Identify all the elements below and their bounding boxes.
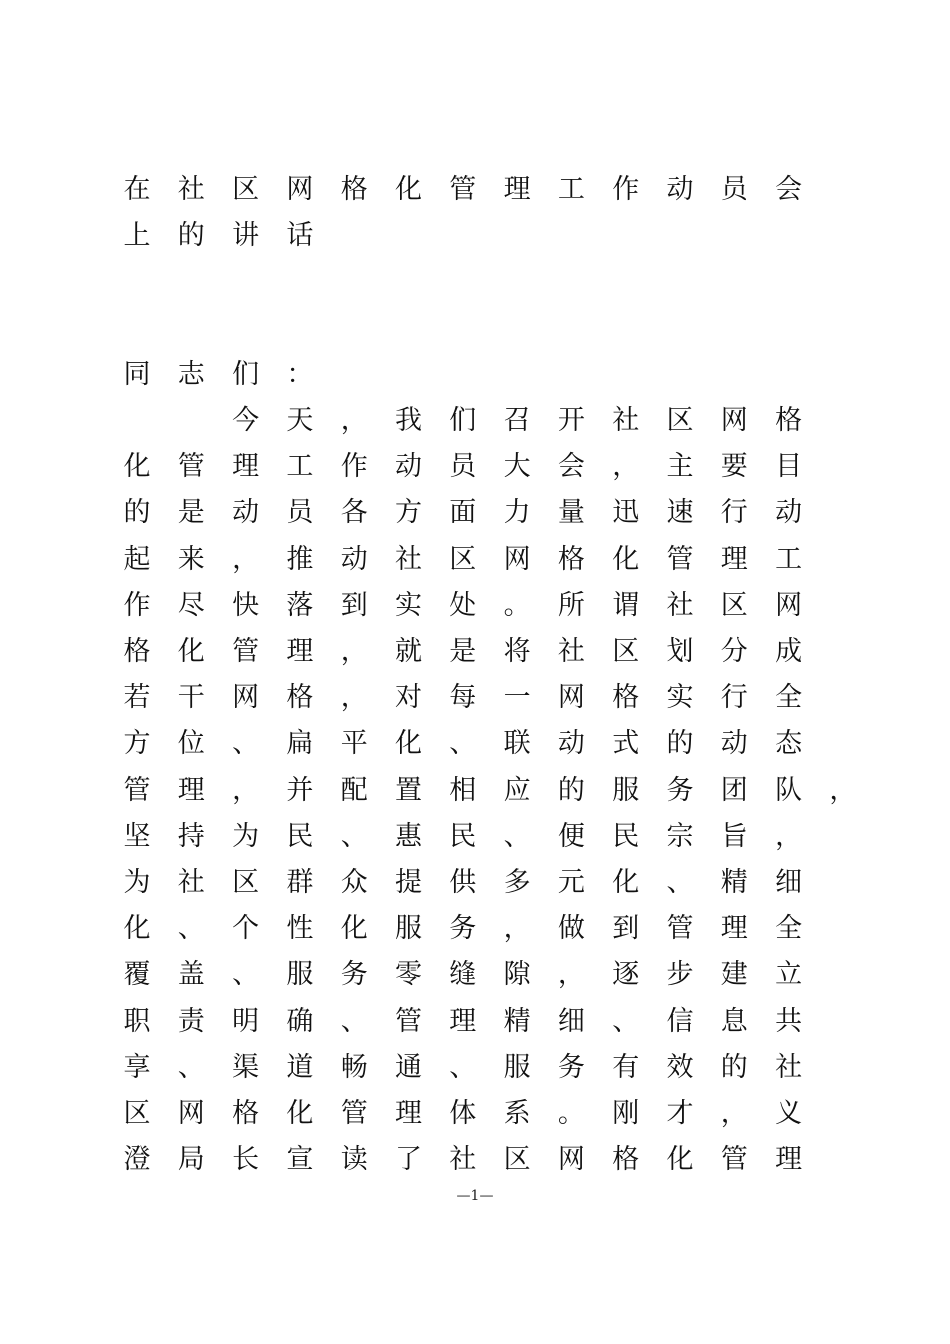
text-char: 管 bbox=[666, 913, 694, 945]
text-char: 服 bbox=[395, 913, 422, 945]
text-char: ， bbox=[503, 913, 531, 945]
text-char: ， bbox=[775, 820, 803, 852]
text-char: 惠 bbox=[395, 820, 422, 852]
text-char: 义 bbox=[775, 1098, 803, 1129]
text-char: 网 bbox=[557, 1144, 585, 1176]
body-line bbox=[0, 909, 950, 949]
text-char: 并 bbox=[286, 774, 314, 806]
text-char: 管 bbox=[177, 451, 205, 483]
text-char: 置 bbox=[395, 774, 422, 806]
text-char: 化 bbox=[286, 1098, 314, 1129]
text-char: 区 bbox=[503, 1144, 531, 1176]
text-char: ， bbox=[340, 682, 368, 714]
text-char: 的 bbox=[666, 728, 694, 760]
text-char: 格 bbox=[775, 405, 803, 436]
text-char: 体 bbox=[449, 1098, 477, 1129]
text-char: 了 bbox=[395, 1144, 422, 1176]
text-char: 格 bbox=[123, 636, 151, 667]
body-line bbox=[0, 1094, 950, 1134]
page-number: —1— bbox=[456, 1188, 494, 1204]
body-line bbox=[0, 863, 950, 903]
text-char: 群 bbox=[286, 867, 314, 898]
text-char: 逐 bbox=[612, 959, 640, 991]
text-char: 面 bbox=[449, 497, 477, 529]
text-char: 动 bbox=[557, 728, 585, 760]
text-char: 元 bbox=[557, 867, 585, 898]
text-char: 起 bbox=[123, 543, 151, 575]
body-line bbox=[0, 724, 950, 764]
text-char: 天 bbox=[286, 405, 314, 436]
text-char: 建 bbox=[720, 959, 748, 991]
body-line bbox=[0, 1140, 950, 1180]
text-char: 效 bbox=[666, 1051, 694, 1083]
text-char: 全 bbox=[775, 682, 803, 714]
text-char: 动 bbox=[395, 451, 422, 483]
text-char: 理 bbox=[177, 774, 205, 806]
text-char: 细 bbox=[557, 1005, 585, 1037]
text-char: ， bbox=[829, 774, 857, 806]
text-char: 的 bbox=[557, 774, 585, 806]
text-char: 网 bbox=[177, 1098, 205, 1129]
text-char: 作 bbox=[123, 589, 151, 621]
text-char: 多 bbox=[503, 867, 531, 898]
text-char: 社 bbox=[666, 589, 694, 621]
text-char: 力 bbox=[503, 497, 531, 529]
text-char: 实 bbox=[395, 589, 422, 621]
body-line bbox=[0, 955, 950, 995]
text-char: 刚 bbox=[612, 1098, 640, 1129]
text-char: 作 bbox=[612, 174, 640, 205]
text-char: 尽 bbox=[177, 589, 205, 621]
text-char: 通 bbox=[395, 1051, 422, 1083]
text-char: 长 bbox=[232, 1144, 260, 1176]
text-char: 落 bbox=[286, 589, 314, 621]
text-char: 队 bbox=[775, 774, 803, 806]
text-char: 责 bbox=[177, 1005, 205, 1037]
text-char: 理 bbox=[775, 1144, 803, 1176]
text-char: ： bbox=[286, 359, 314, 390]
text-char: 召 bbox=[503, 405, 531, 436]
text-char: 管 bbox=[123, 774, 151, 806]
text-char: 所 bbox=[557, 589, 585, 621]
text-char: 要 bbox=[720, 451, 748, 483]
text-char: 行 bbox=[720, 497, 748, 529]
body-line bbox=[0, 447, 950, 487]
text-char: 渠 bbox=[232, 1051, 260, 1083]
text-char: 理 bbox=[449, 1005, 477, 1037]
text-char: 社 bbox=[557, 636, 585, 667]
text-char: 员 bbox=[286, 497, 314, 529]
text-char: 来 bbox=[177, 543, 205, 575]
text-char: 态 bbox=[775, 728, 803, 760]
text-char: 管 bbox=[232, 636, 260, 667]
text-char: 服 bbox=[612, 774, 640, 806]
text-char: 为 bbox=[123, 867, 151, 898]
body-line bbox=[0, 817, 950, 857]
text-char: 谓 bbox=[612, 589, 640, 621]
text-char: 扁 bbox=[286, 728, 314, 760]
text-char: 、 bbox=[340, 1005, 368, 1037]
text-char: 民 bbox=[612, 820, 640, 852]
text-char: 处 bbox=[449, 589, 477, 621]
text-char: 量 bbox=[557, 497, 585, 529]
text-char: 民 bbox=[449, 820, 477, 852]
body-line bbox=[0, 1002, 950, 1042]
text-char: 动 bbox=[666, 174, 694, 205]
text-char: 主 bbox=[666, 451, 694, 483]
text-char: 管 bbox=[449, 174, 477, 205]
text-char: 、 bbox=[612, 1005, 640, 1037]
text-char: 化 bbox=[177, 636, 205, 667]
text-char: 服 bbox=[286, 959, 314, 991]
text-char: 的 bbox=[123, 497, 151, 529]
text-char: 在 bbox=[123, 174, 151, 205]
text-char: 化 bbox=[612, 543, 640, 575]
text-char: 、 bbox=[449, 728, 477, 760]
text-char: 全 bbox=[775, 913, 803, 945]
text-char: 立 bbox=[775, 959, 803, 991]
text-char: 、 bbox=[177, 913, 205, 945]
text-char: ， bbox=[340, 405, 368, 436]
text-char: 作 bbox=[340, 451, 368, 483]
text-char: 今 bbox=[232, 405, 260, 436]
text-char: 宣 bbox=[286, 1144, 314, 1176]
text-char: 细 bbox=[775, 867, 803, 898]
text-char: 动 bbox=[340, 543, 368, 575]
text-char: 同 bbox=[123, 359, 151, 390]
text-char: 的 bbox=[720, 1051, 748, 1083]
text-char: 道 bbox=[286, 1051, 314, 1083]
text-char: 会 bbox=[775, 174, 803, 205]
text-char: 格 bbox=[286, 682, 314, 714]
text-char: 联 bbox=[503, 728, 531, 760]
text-char: 坚 bbox=[123, 820, 151, 852]
text-char: 区 bbox=[123, 1098, 151, 1129]
text-char: 息 bbox=[720, 1005, 748, 1037]
body-line bbox=[0, 632, 950, 672]
text-char: 上 bbox=[123, 220, 151, 251]
text-char: 管 bbox=[720, 1144, 748, 1176]
text-char: 将 bbox=[503, 636, 531, 667]
text-char: 是 bbox=[177, 497, 205, 529]
text-char: 才 bbox=[666, 1098, 694, 1129]
text-char: 缝 bbox=[449, 959, 477, 991]
text-char: 会 bbox=[557, 451, 585, 483]
text-char: 盖 bbox=[177, 959, 205, 991]
text-char: 行 bbox=[720, 682, 748, 714]
text-char: 区 bbox=[612, 636, 640, 667]
text-char: 实 bbox=[666, 682, 694, 714]
text-char: 们 bbox=[449, 405, 477, 436]
text-char: 到 bbox=[612, 913, 640, 945]
text-char: 配 bbox=[340, 774, 368, 806]
text-char: 性 bbox=[286, 913, 314, 945]
text-char: 理 bbox=[503, 174, 531, 205]
text-char: 划 bbox=[666, 636, 694, 667]
text-char: 宗 bbox=[666, 820, 694, 852]
text-char: 区 bbox=[720, 589, 748, 621]
text-char: 做 bbox=[557, 913, 585, 945]
text-char: 管 bbox=[395, 1005, 422, 1037]
text-char: 社 bbox=[177, 867, 205, 898]
text-char: 化 bbox=[612, 867, 640, 898]
text-char: 、 bbox=[232, 959, 260, 991]
text-char: 网 bbox=[557, 682, 585, 714]
text-char: 格 bbox=[612, 1144, 640, 1176]
text-char: 覆 bbox=[123, 959, 151, 991]
text-char: 团 bbox=[720, 774, 748, 806]
text-char: 动 bbox=[232, 497, 260, 529]
text-char: 成 bbox=[775, 636, 803, 667]
text-char: 供 bbox=[449, 867, 477, 898]
text-char: 格 bbox=[232, 1098, 260, 1129]
text-char: 方 bbox=[395, 497, 422, 529]
text-char: 动 bbox=[720, 728, 748, 760]
text-char: 局 bbox=[177, 1144, 205, 1176]
text-char: 区 bbox=[232, 867, 260, 898]
text-char: 提 bbox=[395, 867, 422, 898]
text-char: 开 bbox=[557, 405, 585, 436]
body-line bbox=[0, 771, 950, 811]
text-char: 讲 bbox=[232, 220, 260, 251]
text-char: 干 bbox=[177, 682, 205, 714]
text-char: 明 bbox=[232, 1005, 260, 1037]
text-char: 化 bbox=[395, 728, 422, 760]
body-line bbox=[0, 401, 950, 441]
text-char: 员 bbox=[720, 174, 748, 205]
text-char: 理 bbox=[720, 913, 748, 945]
text-char: 各 bbox=[340, 497, 368, 529]
text-char: 我 bbox=[395, 405, 422, 436]
text-char: 一 bbox=[503, 682, 531, 714]
text-char: 确 bbox=[286, 1005, 314, 1037]
text-char: 工 bbox=[286, 451, 314, 483]
text-char: 区 bbox=[449, 543, 477, 575]
text-char: 对 bbox=[395, 682, 422, 714]
text-char: 网 bbox=[720, 405, 748, 436]
text-char: 旨 bbox=[720, 820, 748, 852]
body-line bbox=[0, 1048, 950, 1088]
text-char: 格 bbox=[340, 174, 368, 205]
text-char: 动 bbox=[775, 497, 803, 529]
text-char: 民 bbox=[286, 820, 314, 852]
text-char: 管 bbox=[666, 543, 694, 575]
text-char: 员 bbox=[449, 451, 477, 483]
text-char: 分 bbox=[720, 636, 748, 667]
text-char: 工 bbox=[775, 543, 803, 575]
text-char: 务 bbox=[557, 1051, 585, 1083]
text-char: 理 bbox=[720, 543, 748, 575]
text-char: 享 bbox=[123, 1051, 151, 1083]
text-char: 化 bbox=[123, 913, 151, 945]
text-char: ， bbox=[720, 1098, 748, 1129]
text-char: 每 bbox=[449, 682, 477, 714]
text-char: 澄 bbox=[123, 1144, 151, 1176]
text-char: 网 bbox=[286, 174, 314, 205]
body-line bbox=[0, 493, 950, 533]
text-char: 区 bbox=[666, 405, 694, 436]
body-line bbox=[0, 586, 950, 626]
text-char: 们 bbox=[232, 359, 260, 390]
text-char: 社 bbox=[449, 1144, 477, 1176]
text-char: 理 bbox=[286, 636, 314, 667]
text-char: 隙 bbox=[503, 959, 531, 991]
text-char: 务 bbox=[340, 959, 368, 991]
text-char: 社 bbox=[177, 174, 205, 205]
text-char: 。 bbox=[557, 1098, 585, 1129]
text-char: 社 bbox=[395, 543, 422, 575]
text-char: 网 bbox=[775, 589, 803, 621]
text-char: 方 bbox=[123, 728, 151, 760]
text-char: 信 bbox=[666, 1005, 694, 1037]
text-char: 、 bbox=[503, 820, 531, 852]
text-char: 畅 bbox=[340, 1051, 368, 1083]
body-line bbox=[0, 540, 950, 580]
text-char: ， bbox=[612, 451, 640, 483]
text-char: 就 bbox=[395, 636, 422, 667]
body-line bbox=[0, 678, 950, 718]
text-char: 务 bbox=[449, 913, 477, 945]
text-char: 、 bbox=[177, 1051, 205, 1083]
text-char: 社 bbox=[612, 405, 640, 436]
text-char: 、 bbox=[340, 820, 368, 852]
text-char: 服 bbox=[503, 1051, 531, 1083]
text-char: 志 bbox=[177, 359, 205, 390]
text-char: 共 bbox=[775, 1005, 803, 1037]
text-char: ， bbox=[232, 774, 260, 806]
title-line bbox=[0, 216, 950, 256]
text-char: 化 bbox=[395, 174, 422, 205]
text-char: ， bbox=[340, 636, 368, 667]
text-char: 系 bbox=[503, 1098, 531, 1129]
text-char: 理 bbox=[232, 451, 260, 483]
text-char: 快 bbox=[232, 589, 260, 621]
text-char: 读 bbox=[340, 1144, 368, 1176]
text-char: 职 bbox=[123, 1005, 151, 1037]
text-char: 有 bbox=[612, 1051, 640, 1083]
text-char: 速 bbox=[666, 497, 694, 529]
text-char: 化 bbox=[123, 451, 151, 483]
text-char: 。 bbox=[503, 589, 531, 621]
text-char: ， bbox=[557, 959, 585, 991]
text-char: 持 bbox=[177, 820, 205, 852]
text-char: 推 bbox=[286, 543, 314, 575]
text-char: 应 bbox=[503, 774, 531, 806]
text-char: 大 bbox=[503, 451, 531, 483]
text-char: 格 bbox=[612, 682, 640, 714]
text-char: 是 bbox=[449, 636, 477, 667]
text-char: 务 bbox=[666, 774, 694, 806]
text-char: 区 bbox=[232, 174, 260, 205]
text-char: 平 bbox=[340, 728, 368, 760]
text-char: 格 bbox=[557, 543, 585, 575]
text-char: 网 bbox=[232, 682, 260, 714]
text-char: 网 bbox=[503, 543, 531, 575]
text-char: 众 bbox=[340, 867, 368, 898]
text-char: 零 bbox=[395, 959, 422, 991]
text-char: 到 bbox=[340, 589, 368, 621]
text-char: ， bbox=[232, 543, 260, 575]
text-char: 管 bbox=[340, 1098, 368, 1129]
text-char: 式 bbox=[612, 728, 640, 760]
text-char: 相 bbox=[449, 774, 477, 806]
title-line bbox=[0, 170, 950, 210]
text-char: 的 bbox=[177, 220, 205, 251]
salutation bbox=[0, 355, 950, 395]
text-char: 话 bbox=[286, 220, 314, 251]
text-char: 工 bbox=[557, 174, 585, 205]
text-char: 若 bbox=[123, 682, 151, 714]
text-char: 、 bbox=[449, 1051, 477, 1083]
text-char: 化 bbox=[340, 913, 368, 945]
text-char: 步 bbox=[666, 959, 694, 991]
text-char: 迅 bbox=[612, 497, 640, 529]
text-char: 精 bbox=[720, 867, 748, 898]
text-char: 精 bbox=[503, 1005, 531, 1037]
text-char: 位 bbox=[177, 728, 205, 760]
text-char: 目 bbox=[775, 451, 803, 483]
text-char: 便 bbox=[557, 820, 585, 852]
text-char: 社 bbox=[775, 1051, 803, 1083]
text-char: 为 bbox=[232, 820, 260, 852]
text-char: 理 bbox=[395, 1098, 422, 1129]
text-char: 、 bbox=[232, 728, 260, 760]
text-char: 化 bbox=[666, 1144, 694, 1176]
text-char: 、 bbox=[666, 867, 694, 898]
text-char: 个 bbox=[232, 913, 260, 945]
